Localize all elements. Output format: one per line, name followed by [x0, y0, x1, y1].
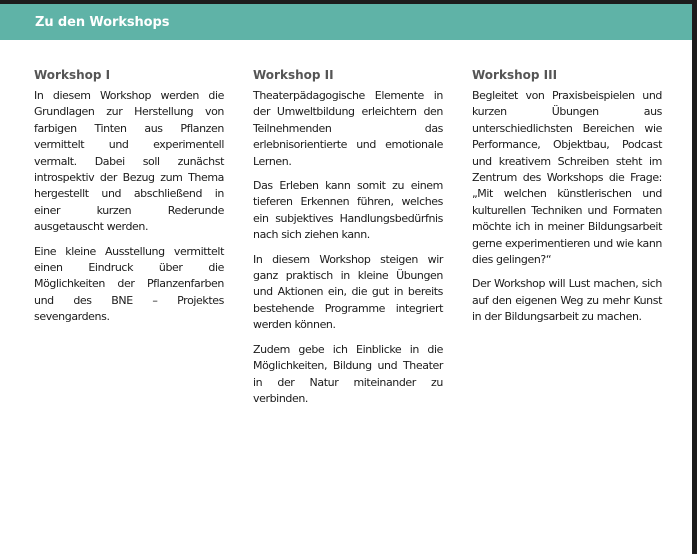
workshop-3-paragraph-1: Begleitet von Praxisbeispielen und kurzen Übungen aus unterschiedlichsten Bereichen wie Performance, Objektbau, Podcast und kreativem Schreiben steht im Zentrum des Workshops die Frage: „Mit welchen künstlerischen und kulturellen Techniken und Formaten möchte ich in meiner Bildungsarbeit gerne experimentieren und wie kann dies gelingen?“	[472, 89, 662, 267]
workshop-1-paragraph-2: Eine kleine Ausstellung vermittelt einen Eindruck über die Möglichkeiten der Pflanzenfarben und des BNE – Projektes sevengardens.	[34, 244, 224, 324]
workshop-3-column	[472, 67, 662, 334]
page-title: Zu den Workshops	[35, 15, 170, 30]
workshop-2-paragraph-3: In diesem Workshop steigen wir ganz praktisch in kleine Übungen und Aktionen ein, die gut in bereits bestehende Programme integriert werden können.	[253, 252, 443, 332]
workshop-2-paragraph-4: Zudem gebe ich Einblicke in die Möglichkeiten, Bildung und Theater in der Natur miteinander zu verbinden.	[253, 342, 443, 405]
header-banner	[0, 4, 692, 40]
workshop-2-paragraph-2: Das Erleben kann somit zu einem tieferen Erkennen führen, welches ein subjektives Handlungsbedürfnis nach sich ziehen kann.	[253, 179, 443, 242]
workshop-2-paragraph-1: Theaterpädagogische Elemente in der Umweltbildung erleichtern den Teilnehmenden das erlebnisorientierte und emotionale Lernen.	[253, 89, 443, 168]
workshop-3-heading: Workshop III	[472, 68, 558, 82]
workshop-1-column	[34, 67, 224, 334]
workshop-1-heading: Workshop I	[34, 68, 111, 82]
workshop-1-paragraph-1: In diesem Workshop werden die Grundlagen zur Herstellung von farbigen Tinten aus Pflanzen vermittelt und experimentell vermalt. Dabei soll zunächst introspektiv der Bezug zum Thema hergestellt und abschließend in einer kurzen Rederunde ausgetauscht werden.	[34, 89, 224, 234]
workshop-3-paragraph-2: Der Workshop will Lust machen, sich auf den eigenen Weg zu mehr Kunst in der Bildungsarbeit zu machen.	[472, 277, 662, 324]
workshop-2-column	[253, 67, 443, 415]
workshop-2-heading: Workshop II	[253, 68, 334, 82]
